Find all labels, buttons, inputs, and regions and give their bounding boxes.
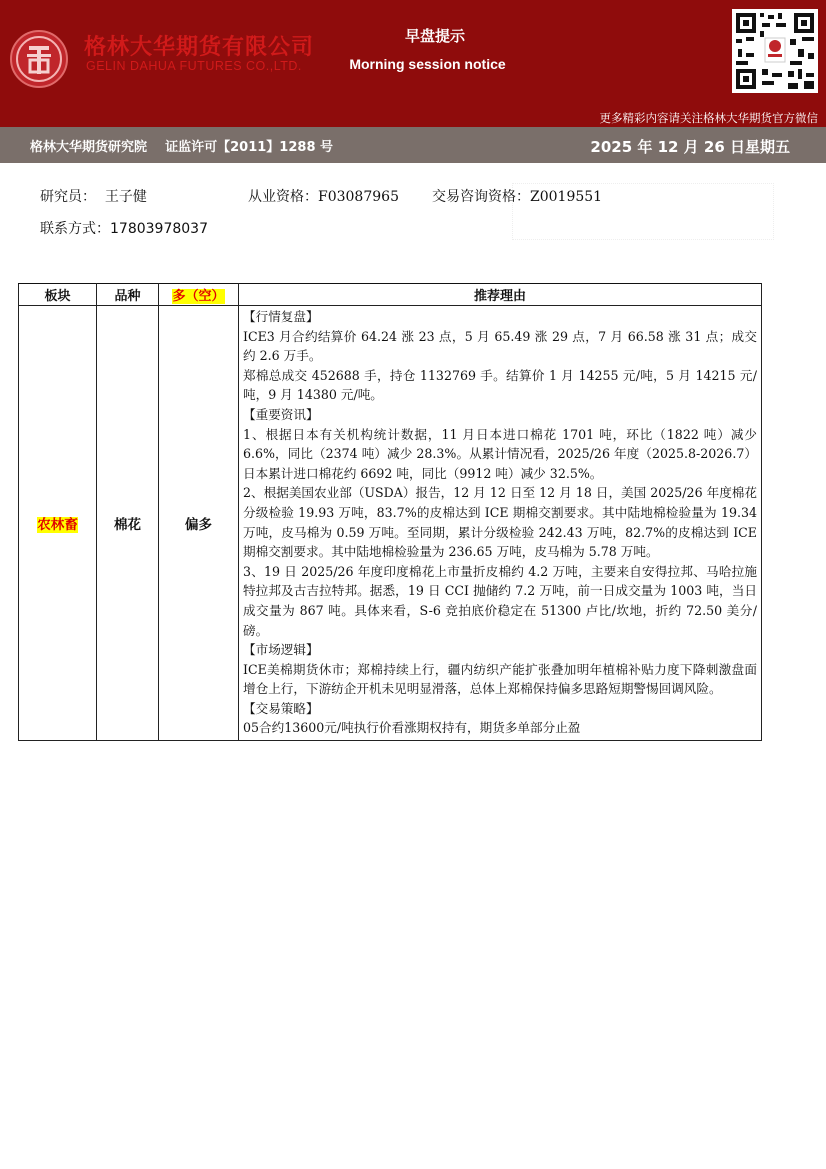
header-reason: 推荐理由 [239,284,762,306]
researcher [40,186,147,206]
report-title-cn: 早盘提示 [404,27,465,45]
section-heading-strategy: 【交易策略】 [243,700,319,716]
cell-variety: 棉花 [97,306,159,741]
qualification [248,186,399,206]
section-heading-review: 【行情复盘】 [243,309,319,324]
company-name-cn: 格林大华期货有限公司 [84,35,315,60]
review-zce: 郑棉总成交 452688 手，持仓 1132769 手。结算价 1 月 14255 元/吨，5 月 14215 元/吨，9 月 14380 元/吨。 [243,367,757,403]
consult-qualification [432,186,602,206]
company-logo-icon [10,30,68,88]
cell-sector [19,306,97,741]
contact-number: 17803978037 [110,221,208,237]
section-heading-news: 【重要资讯】 [243,406,319,422]
recommendation-table [18,283,762,741]
researcher-label: 研究员： [40,189,96,205]
market-logic-text: ICE美棉期货休市；郑棉持续上行，疆内纺织产能扩张叠加明年植棉补贴力度下降刺激盘面增仓上行，下游纺企开机未见明显滑落，总体上郑棉保持偏多思路短期警惕回调风险。 [243,661,757,697]
institute-license [30,136,333,155]
license-number: 证监许可【2011】1288 号 [165,140,334,155]
report-date: 2025 年 12 月 26 日星期五 [590,138,790,156]
consult-label: 交易咨询资格： [432,189,530,205]
header-variety: 品种 [97,284,159,306]
qualification-label: 从业资格： [248,189,318,205]
sector-highlight: 农林畜 [37,517,78,534]
contact [40,218,208,238]
cell-reason [239,306,762,741]
table-row [19,306,762,741]
section-heading-logic: 【市场逻辑】 [243,642,319,658]
news-item-japan: 1、根据日本有关机构统计数据，11 月日本进口棉花 1701 吨，环比（1822 吨）减少 6.6%，同比（2374 吨）减少 28.3%。从累计情况看，2025/26 年度（2025.8-2026.7）日本累计进口棉花约 6692 吨，同比（9912 吨）减少 32.5%。 [243,426,757,481]
contact-label: 联系方式： [40,221,110,237]
review-ice: ICE3 月合约结算价 64.24 涨 23 点，5 月 65.49 涨 29 点，7 月 66.58 涨 31 点；成交约 2.6 万手。 [243,328,757,364]
wechat-follow-note: 更多精彩内容请关注格林大华期货官方微信 [599,111,818,125]
header-banner [0,0,826,127]
qualification-number: F03087965 [318,189,399,205]
news-item-usda: 2、根据美国农业部（USDA）报告，12 月 12 日至 12 月 18 日，美国 2025/26 年度棉花分级检验 19.93 万吨，83.7%的皮棉达到 ICE 期棉交割要求。其中陆地棉检验量为 19.34 万吨，皮马棉为 0.59 万吨。至同期，累计分级检验 242.43 万吨，82.7%的皮棉达到 ICE 期棉交割要求。其中陆地棉检验量为 236.65 万吨，皮马棉为 5.78 万吨。 [243,485,757,560]
consult-number: Z0019551 [530,189,603,205]
institute-name: 格林大华期货研究院 [30,140,148,155]
header-direction [159,284,239,306]
report-title-en: Morning session notice [349,56,506,72]
strategy-text: 05合约13600元/吨执行价看涨期权持有，期货多单部分止盈 [243,720,581,736]
news-item-india: 3、19 日 2025/26 年度印度棉花上市量折皮棉约 4.2 万吨，主要来自安得拉邦、马哈拉施特拉邦及古吉拉特邦。据悉，19 日 CCI 抛储约 7.2 万吨，前一日成交量为 1003 吨，当日成交量为 867 吨。具体来看，S-6 竞拍底价稳定在 51300 卢比/坎地，折约 72.50 美分/磅。 [243,563,757,638]
researcher-name: 王子健 [104,189,147,205]
table-header-row [19,284,762,306]
cell-direction: 偏多 [159,306,239,741]
wechat-qr-code-icon [732,9,818,93]
direction-header-highlight: 多（空） [172,289,225,304]
header-sector: 板块 [19,284,97,306]
company-name-en: GELIN DAHUA FUTURES CO.,LTD. [86,59,302,73]
institute-bar [0,127,826,163]
